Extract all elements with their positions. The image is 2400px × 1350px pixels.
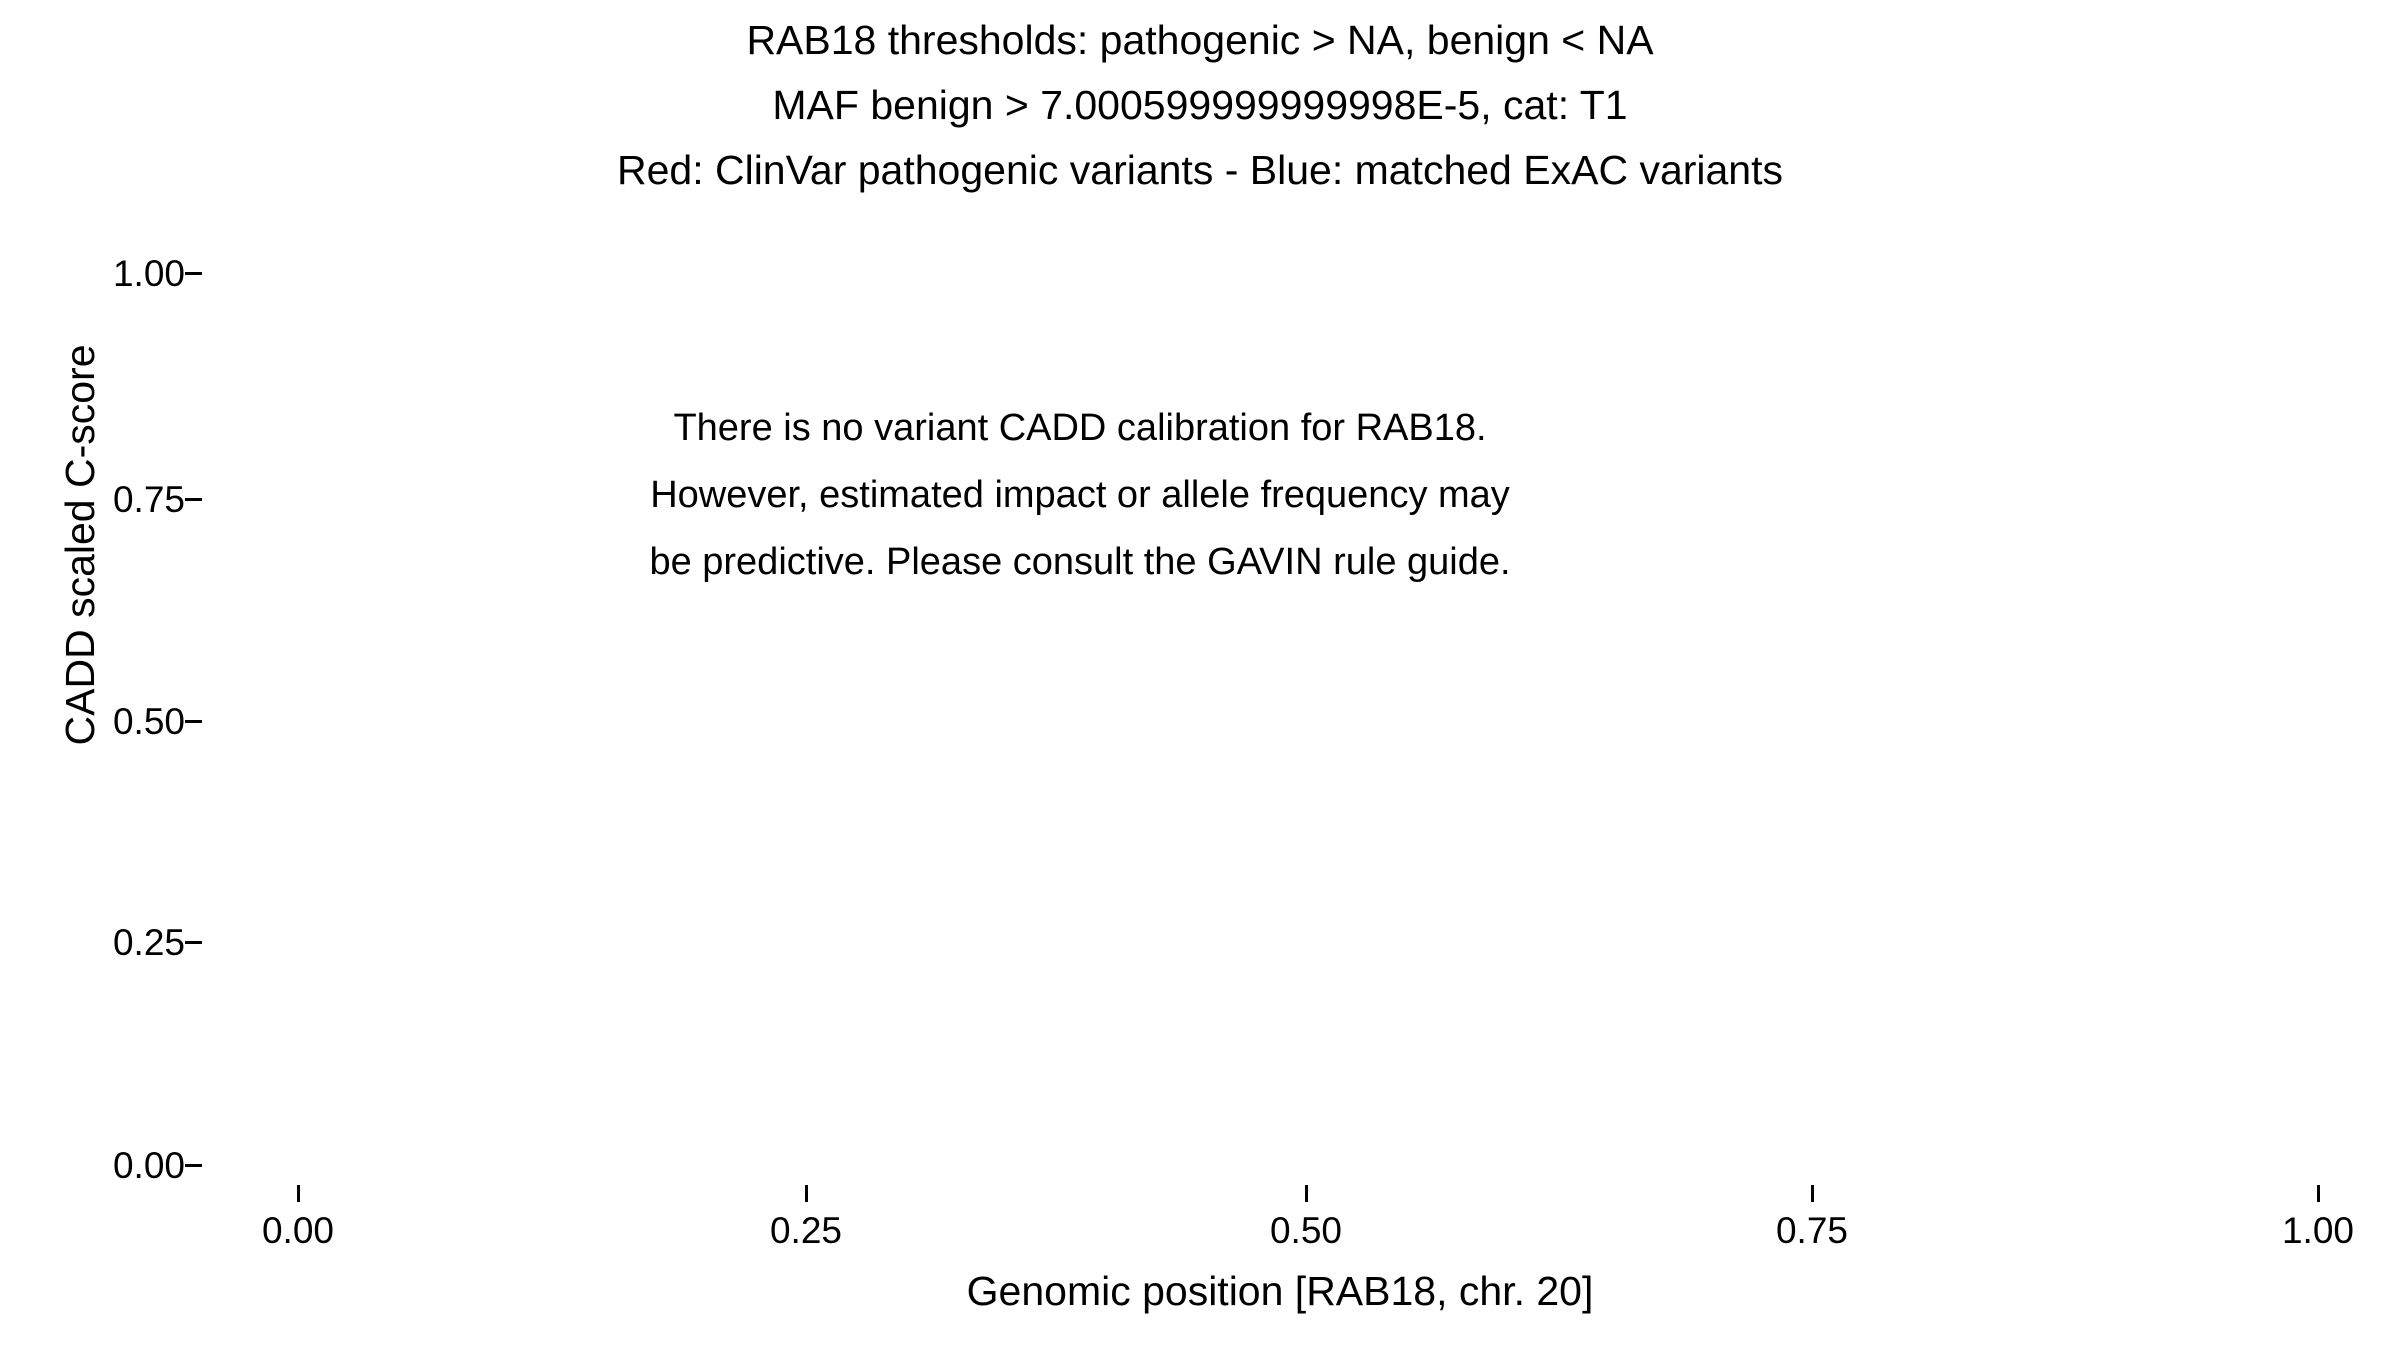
y-tick-label-0.25: 0.25 <box>112 922 185 963</box>
y-tick-label-0.50: 0.50 <box>112 701 185 742</box>
y-tick-mark-0.75 <box>185 498 202 501</box>
chart-title-line-2: MAF benign > 7.000599999999998E-5, cat: T1 <box>772 82 1628 128</box>
x-tick-label-0.25: 0.25 <box>769 1210 842 1251</box>
x-axis-title: Genomic position [RAB18, chr. 20] <box>966 1268 1594 1314</box>
y-tick-mark-0.25 <box>185 941 202 944</box>
plot-area <box>202 232 2370 1185</box>
annotation-line-3: be predictive. Please consult the GAVIN rule guide. <box>649 541 1511 583</box>
y-tick-mark-0.00 <box>185 1164 202 1167</box>
no-calibration-annotation <box>460 395 1700 596</box>
chart-title-line-1: RAB18 thresholds: pathogenic > NA, benign < NA <box>746 17 1654 63</box>
x-tick-mark-0.25 <box>805 1185 808 1202</box>
x-tick-label-0.00: 0.00 <box>261 1210 334 1251</box>
y-axis-title: CADD scaled C-score <box>57 344 103 746</box>
x-tick-mark-0.75 <box>1811 1185 1814 1202</box>
annotation-line-1: There is no variant CADD calibration for RAB18. <box>673 407 1487 449</box>
chart-title <box>0 8 2400 203</box>
x-tick-mark-1.00 <box>2317 1185 2320 1202</box>
y-tick-mark-1.00 <box>185 272 202 275</box>
x-tick-label-1.00: 1.00 <box>2281 1210 2354 1251</box>
x-tick-mark-0.50 <box>1305 1185 1308 1202</box>
y-tick-label-1.00: 1.00 <box>112 253 185 294</box>
x-tick-mark-0.00 <box>297 1185 300 1202</box>
annotation-line-2: However, estimated impact or allele frequency may <box>650 474 1510 516</box>
chart-title-line-3: Red: ClinVar pathogenic variants - Blue: matched ExAC variants <box>616 147 1784 193</box>
y-tick-label-0.75: 0.75 <box>112 479 185 520</box>
y-tick-mark-0.50 <box>185 720 202 723</box>
y-tick-label-0.00: 0.00 <box>112 1145 185 1186</box>
x-tick-label-0.50: 0.50 <box>1269 1210 1342 1251</box>
x-tick-label-0.75: 0.75 <box>1775 1210 1848 1251</box>
